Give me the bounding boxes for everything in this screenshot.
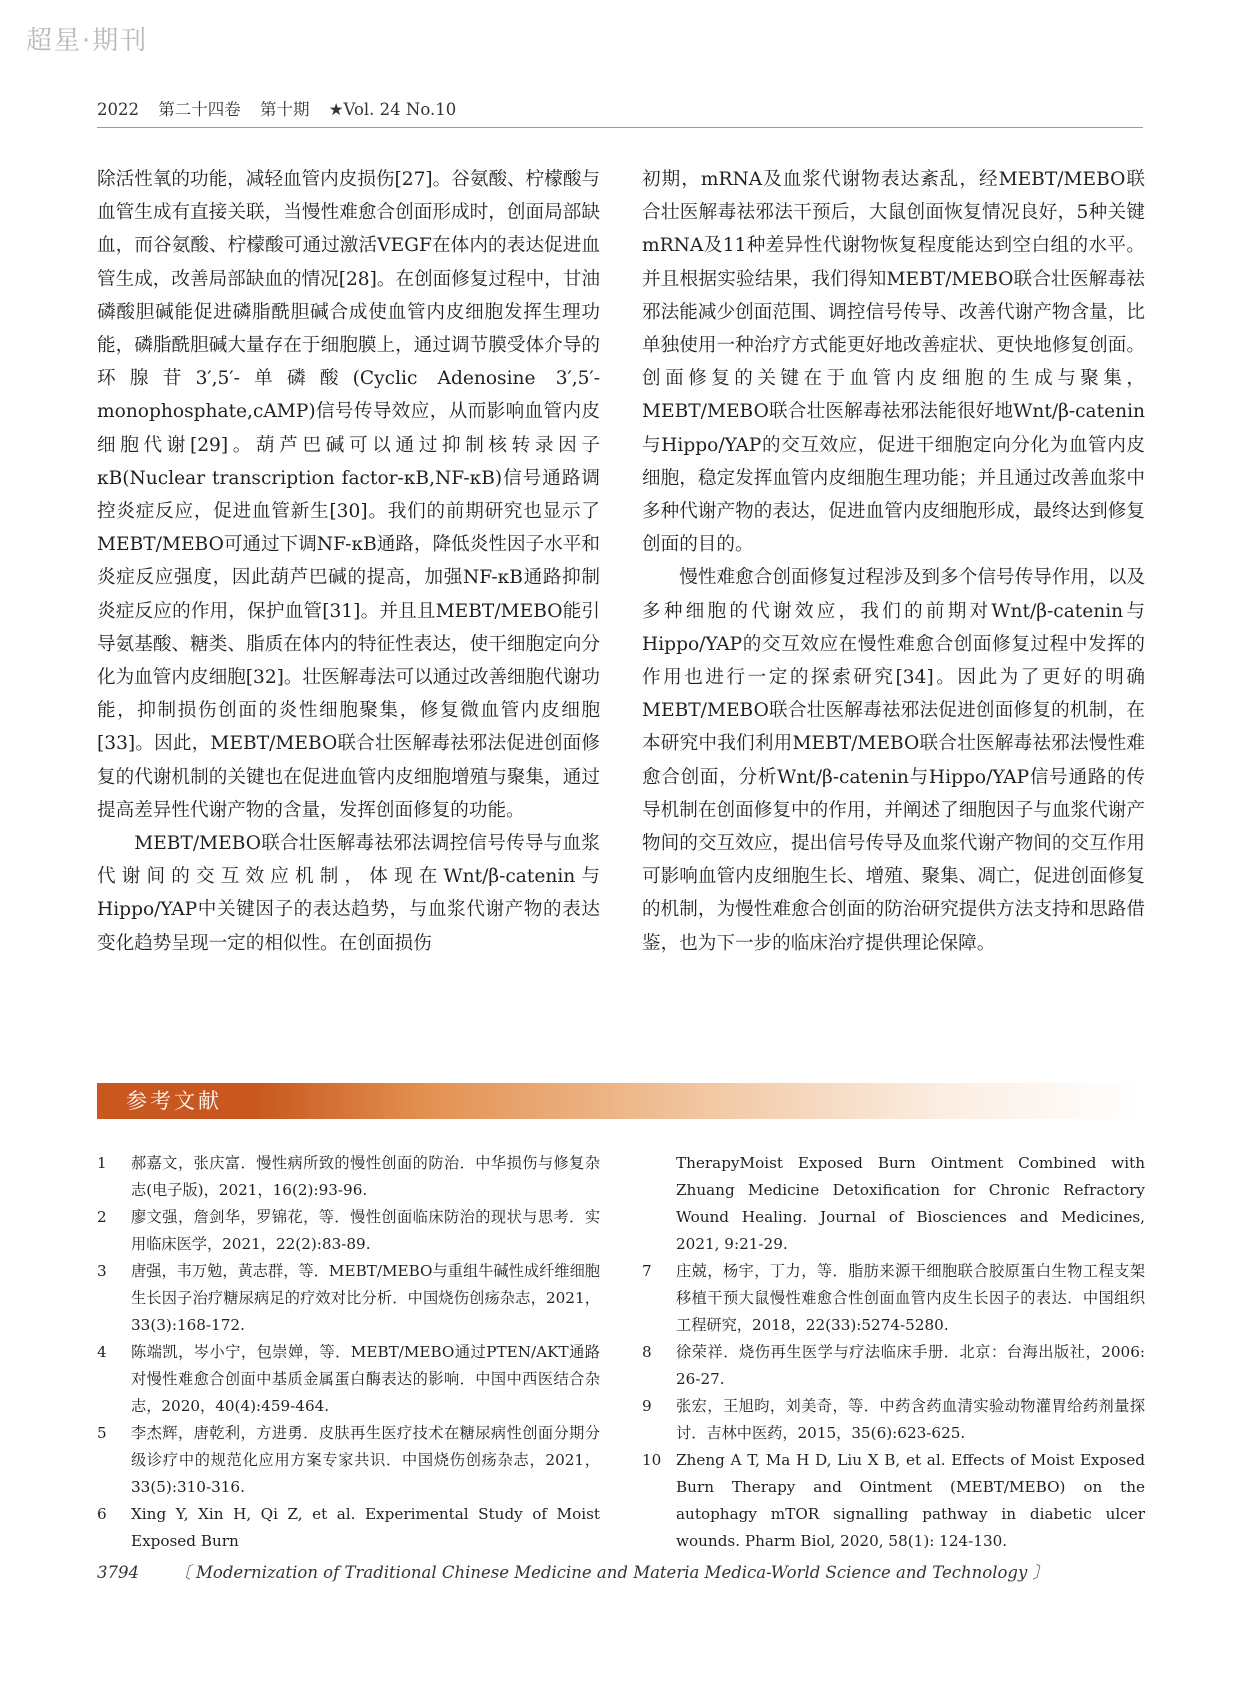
page-number: 3794 [97, 1563, 139, 1582]
reference-number: 7 [642, 1262, 652, 1280]
header-rule [97, 127, 1143, 128]
reference-text: TherapyMoist Exposed Burn Ointment Combined with Zhuang Medicine Detoxification for Chronic Refractory Wound Healing. Journal of Biosciences and Medicines, 2021, 9:21-29. [676, 1154, 1145, 1253]
journal-name: 〔 Modernization of Traditional Chinese Medicine and Materia Medica-World Science and Technology 〕 [174, 1563, 1050, 1582]
reference-text: Zheng A T, Ma H D, Liu X B, et al. Effects of Moist Exposed Burn Therapy and Ointment (MEBT/MEBO) on the autophagy mTOR signalling pathway in diabetic ulcer wounds. Pharm Biol, 2020, 58(1): 124-130. [676, 1451, 1145, 1550]
reference-item [642, 1258, 1145, 1339]
header-volume-en: ★Vol. 24 No.10 [328, 100, 457, 119]
header-issue-cn: 第十期 [260, 100, 310, 119]
header-volume-cn: 第二十四卷 [158, 100, 241, 119]
reference-item [642, 1150, 1145, 1258]
reference-item [642, 1447, 1145, 1555]
reference-number: 10 [642, 1451, 662, 1469]
body-paragraph: 初期，mRNA及血浆代谢物表达紊乱，经MEBT/MEBO联合壮医解毒祛邪法干预后，大鼠创面恢复情况良好，5种关键mRNA及11种差异性代谢物恢复程度能达到空白组的水平。并且根据实验结果，我们得知MEBT/MEBO联合壮医解毒祛邪法能减少创面范围、调控信号传导、改善代谢产物含量，比单独使用一种治疗方式能更好地改善症状、更快地修复创面。创面修复的关键在于血管内皮细胞的生成与聚集，MEBT/MEBO联合壮医解毒祛邪法能很好地Wnt/β-catenin与Hippo/YAP的交互效应，促进干细胞定向分化为血管内皮细胞，稳定发挥血管内皮细胞生理功能；并且通过改善血浆中多种代谢产物的表达，促进血管内皮细胞形成，最终达到修复创面的目的。 [642, 169, 1145, 556]
reference-item [97, 1150, 600, 1204]
reference-item [97, 1501, 600, 1555]
reference-number: 5 [97, 1424, 107, 1442]
body-paragraph: 慢性难愈合创面修复过程涉及到多个信号传导作用，以及多种细胞的代谢效应，我们的前期对Wnt/β-catenin与Hippo/YAP的交互效应在慢性难愈合创面修复过程中发挥的作用也进行一定的探索研究[34]。因此为了更好的明确MEBT/MEBO联合壮医解毒祛邪法促进创面修复的机制，在本研究中我们利用MEBT/MEBO联合壮医解毒祛邪法慢性难愈合创面，分析Wnt/β-catenin与Hippo/YAP信号通路的传导机制在创面修复中的作用，并阐述了细胞因子与血浆代谢产物间的交互效应，提出信号传导及血浆代谢产物间的交互作用可影响血管内皮细胞生长、增殖、聚集、凋亡，促进创面修复的机制，为慢性难愈合创面的防治研究提供方法支持和思路借鉴，也为下一步的临床治疗提供理论保障。 [642, 567, 1145, 954]
reference-item [97, 1339, 600, 1420]
reference-text: 郝嘉文，张庆富．慢性病所致的慢性创面的防治．中华损伤与修复杂志(电子版)，2021，16(2):93-96. [131, 1154, 600, 1199]
body-column-left [97, 163, 600, 960]
reference-number: 2 [97, 1208, 107, 1226]
reference-item [97, 1420, 600, 1501]
body-paragraph: MEBT/MEBO联合壮医解毒祛邪法调控信号传导与血浆代谢间的交互效应机制，体现在Wnt/β-catenin与Hippo/YAP中关键因子的表达趋势，与血浆代谢产物的表达变化趋势呈现一定的相似性。在创面损伤 [97, 833, 600, 954]
reference-text: 廖文强，詹剑华，罗锦花，等．慢性创面临床防治的现状与思考．实用临床医学，2021，22(2):83-89. [131, 1208, 600, 1253]
reference-item [97, 1204, 600, 1258]
watermark-logo: 超星·期刊 [26, 26, 149, 56]
reference-number [642, 1150, 676, 1258]
reference-text: 徐荣祥．烧伤再生医学与疗法临床手册．北京：台海出版社，2006: 26-27. [676, 1343, 1145, 1388]
header-year: 2022 [97, 100, 139, 119]
reference-text: 庄兢，杨宇，丁力，等．脂肪来源干细胞联合胶原蛋白生物工程支架移植干预大鼠慢性难愈合性创面血管内皮生长因子的表达．中国组织工程研究，2018，22(33):5274-5280. [676, 1262, 1145, 1334]
reference-item [642, 1393, 1145, 1447]
reference-item [97, 1258, 600, 1339]
reference-text: 李杰辉，唐乾利，方进勇．皮肤再生医疗技术在糖尿病性创面分期分级诊疗中的规范化应用方案专家共识．中国烧伤创疡杂志，2021，33(5):310-316. [131, 1424, 600, 1496]
page-footer [97, 1559, 1049, 1583]
reference-text: 唐强，韦万勉，黄志群，等．MEBT/MEBO与重组牛碱性成纤维细胞生长因子治疗糖尿病足的疗效对比分析．中国烧伤创疡杂志，2021，33(3):168-172. [131, 1262, 600, 1334]
reference-text: 张宏，王旭昀，刘美奇，等．中药含药血清实验动物灌胃给药剂量探讨．吉林中医药，2015，35(6):623-625. [676, 1397, 1145, 1442]
references-banner [97, 1083, 1143, 1119]
body-paragraph: 除活性氧的功能，减轻血管内皮损伤[27]。谷氨酸、柠檬酸与血管生成有直接关联，当慢性难愈合创面形成时，创面局部缺血，而谷氨酸、柠檬酸可通过激活VEGF在体内的表达促进血管生成，改善局部缺血的情况[28]。在创面修复过程中，甘油磷酸胆碱能促进磷脂酰胆碱合成使血管内皮细胞发挥生理功能，磷脂酰胆碱大量存在于细胞膜上，通过调节膜受体介导的环腺苷3′,5′-单磷酸(Cyclic Adenosine 3′,5′-monophosphate,cAMP)信号传导效应，从而影响血管内皮细胞代谢[29]。葫芦巴碱可以通过抑制核转录因子κB(Nuclear transcription factor-κB,NF-κB)信号通路调控炎症反应，促进血管新生[30]。我们的前期研究也显示了MEBT/MEBO可通过下调NF-κB通路，降低炎性因子水平和炎症反应强度，因此葫芦巴碱的提高，加强NF-κB通路抑制炎症反应的作用，保护血管[31]。并且且MEBT/MEBO能引导氨基酸、糖类、脂质在体内的特征性表达，使干细胞定向分化为血管内皮细胞[32]。壮医解毒法可以通过改善细胞代谢功能，抑制损伤创面的炎性细胞聚集，修复微血管内皮细胞[33]。因此，MEBT/MEBO联合壮医解毒祛邪法促进创面修复的代谢机制的关键也在促进血管内皮细胞增殖与聚集，通过提高差异性代谢产物的含量，发挥创面修复的功能。 [97, 169, 601, 821]
running-head [97, 96, 470, 120]
reference-number: 3 [97, 1262, 107, 1280]
reference-number: 9 [642, 1397, 652, 1415]
references-heading: 参考文献 [126, 1089, 222, 1113]
reference-number: 4 [97, 1343, 107, 1361]
body-column-right [642, 163, 1145, 960]
reference-text: 陈端凯，岑小宁，包崇婵，等．MEBT/MEBO通过PTEN/AKT通路对慢性难愈合创面中基质金属蛋白酶表达的影响．中国中西医结合杂志，2020，40(4):459-464. [131, 1343, 600, 1415]
reference-number: 1 [97, 1154, 107, 1172]
reference-number: 8 [642, 1343, 652, 1361]
reference-item [642, 1339, 1145, 1393]
references-list-right [642, 1150, 1145, 1555]
reference-number: 6 [97, 1505, 107, 1523]
reference-text: Xing Y, Xin H, Qi Z, et al. Experimental Study of Moist Exposed Burn [131, 1505, 600, 1550]
references-list-left [97, 1150, 600, 1555]
